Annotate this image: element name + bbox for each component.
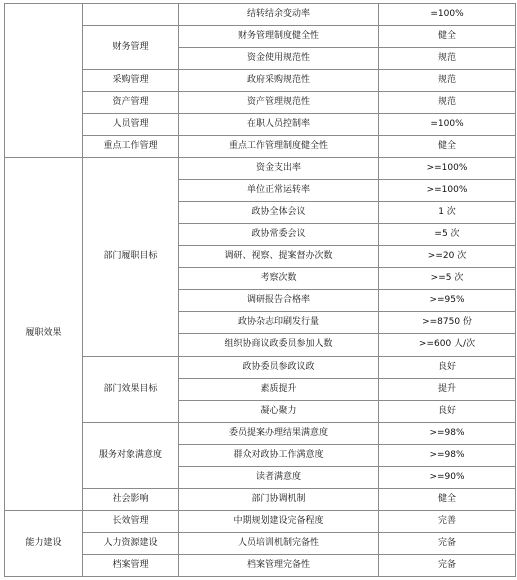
target-cell: 规范	[379, 92, 516, 114]
subcategory-cell: 采购管理	[83, 70, 179, 92]
subcategory-cell: 服务对象满意度	[83, 422, 179, 488]
subcategory-cell: 部门效果目标	[83, 356, 179, 422]
target-cell: >=600 人/次	[379, 334, 516, 356]
indicator-cell: 结转结余变动率	[179, 4, 379, 26]
indicator-cell: 资金使用规范性	[179, 48, 379, 70]
target-cell: 提升	[379, 378, 516, 400]
indicator-cell: 在职人员控制率	[179, 114, 379, 136]
target-cell: 规范	[379, 48, 516, 70]
subcategory-cell: 部门履职目标	[83, 158, 179, 356]
target-cell: 完备	[379, 532, 516, 554]
subcategory-cell: 社会影响	[83, 488, 179, 510]
subcategory-cell: 长效管理	[83, 510, 179, 532]
indicator-cell: 群众对政协工作满意度	[179, 444, 379, 466]
indicator-cell: 素质提升	[179, 378, 379, 400]
indicator-cell: 中期规划建设完备程度	[179, 510, 379, 532]
target-cell: >=8750 份	[379, 312, 516, 334]
table-row	[5, 158, 516, 180]
target-cell: >=100%	[379, 158, 516, 180]
table-row	[5, 510, 516, 532]
subcategory-cell: 人力资源建设	[83, 532, 179, 554]
subcategory-cell: 人员管理	[83, 114, 179, 136]
indicator-cell: 调研、视察、提案督办次数	[179, 246, 379, 268]
target-cell: =100%	[379, 4, 516, 26]
target-cell: 完善	[379, 510, 516, 532]
target-cell: 1 次	[379, 202, 516, 224]
target-cell: =5 次	[379, 224, 516, 246]
target-cell: 良好	[379, 400, 516, 422]
category-cell: 履职效果	[5, 158, 83, 511]
indicator-cell: 重点工作管理制度健全性	[179, 136, 379, 158]
target-cell: >=98%	[379, 444, 516, 466]
target-cell: =100%	[379, 114, 516, 136]
target-cell: >=95%	[379, 290, 516, 312]
indicator-cell: 读者满意度	[179, 466, 379, 488]
indicator-cell: 政协全体会议	[179, 202, 379, 224]
category-cell: 能力建设	[5, 510, 83, 576]
indicator-cell: 委员提案办理结果满意度	[179, 422, 379, 444]
target-cell: 健全	[379, 26, 516, 48]
target-cell: 完备	[379, 554, 516, 576]
target-cell: >=90%	[379, 466, 516, 488]
target-cell: >=98%	[379, 422, 516, 444]
target-cell: 良好	[379, 356, 516, 378]
indicator-cell: 组织协商议政委员参加人数	[179, 334, 379, 356]
indicator-cell: 政府采购规范性	[179, 70, 379, 92]
indicator-cell: 财务管理制度健全性	[179, 26, 379, 48]
subcategory-cell: 资产管理	[83, 92, 179, 114]
indicator-cell: 凝心聚力	[179, 400, 379, 422]
indicator-cell: 部门协调机制	[179, 488, 379, 510]
subcategory-cell: 重点工作管理	[83, 136, 179, 158]
indicator-cell: 政协杂志印刷发行量	[179, 312, 379, 334]
category-cell-empty	[5, 4, 83, 158]
indicator-cell: 调研报告合格率	[179, 290, 379, 312]
target-cell: >=20 次	[379, 246, 516, 268]
indicator-cell: 资产管理规范性	[179, 92, 379, 114]
subcategory-cell: 财务管理	[83, 26, 179, 70]
indicator-cell: 单位正常运转率	[179, 180, 379, 202]
target-cell: >=5 次	[379, 268, 516, 290]
indicator-cell: 政协委员参政议政	[179, 356, 379, 378]
subcategory-cell-empty	[83, 4, 179, 26]
target-cell: 规范	[379, 70, 516, 92]
indicator-cell: 人员培训机制完备性	[179, 532, 379, 554]
indicator-cell: 考察次数	[179, 268, 379, 290]
target-cell: >=100%	[379, 180, 516, 202]
performance-indicator-table	[4, 3, 516, 577]
indicator-cell: 政协常委会议	[179, 224, 379, 246]
subcategory-cell: 档案管理	[83, 554, 179, 576]
indicator-cell: 档案管理完备性	[179, 554, 379, 576]
target-cell: 健全	[379, 136, 516, 158]
table-row	[5, 4, 516, 26]
indicator-cell: 资金支出率	[179, 158, 379, 180]
target-cell: 健全	[379, 488, 516, 510]
